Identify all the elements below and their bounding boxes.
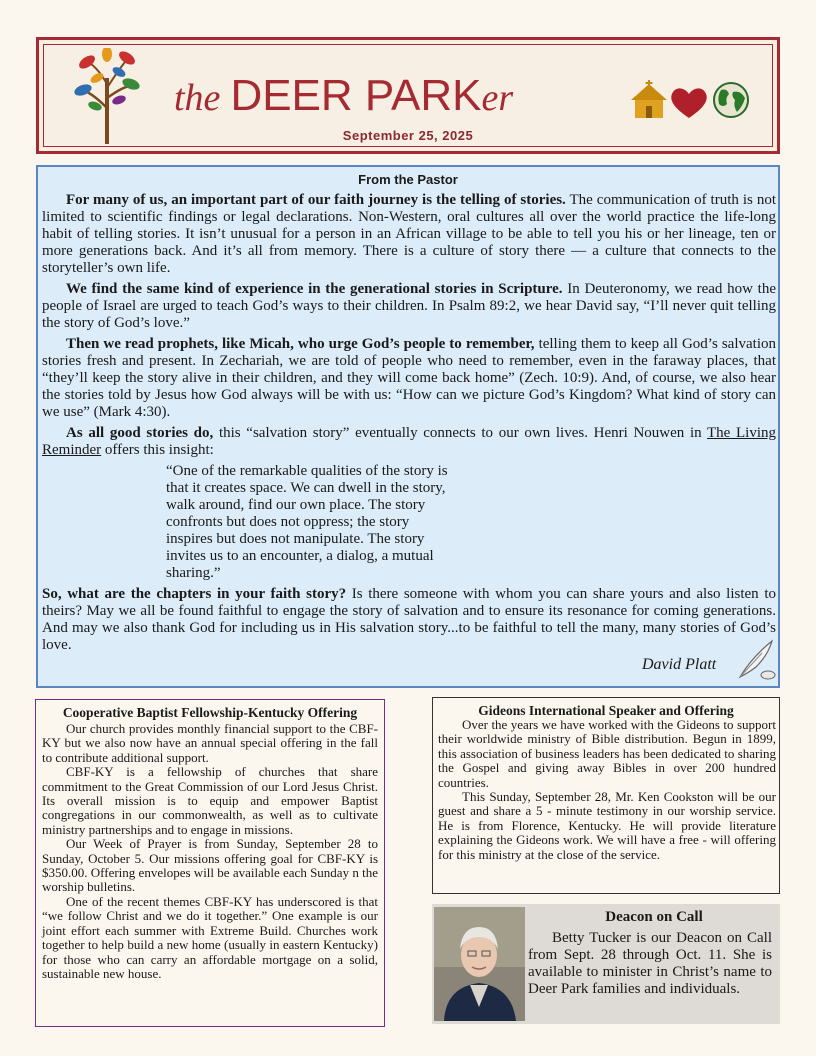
title-prefix: the <box>174 77 221 119</box>
gideons-paragraph: Over the years we have worked with the Gideons to support their worldwide ministry of Bible distribution. Begun in 1899, this association of business leaders has been dedicated to sharing the Gospel and giving away Bibles in over 200 hundred countries. <box>438 717 776 790</box>
gideons-paragraph: This Sunday, September 28, Mr. Ken Cookston will be our guest and share a 5 - minute testimony in our worship service. He is from Florence, Kentucky. He will provide literature explaining the Gideons work. We will have a free - will offering for this ministry at the close of the service. <box>438 789 776 862</box>
pastor-p1-lead: For many of us, an important part of our faith journey is the telling of stories. <box>66 192 566 208</box>
pastor-signature: David Platt <box>642 656 717 673</box>
pastor-p1-text: The communication of truth is not limited to scientific findings or legal declarations. Non-Western, oral cultures all over the world practice the life-long habit of telling stories. It isn’t unusual for a person in an African village to be able to tell you his or her lineage, ten or more generations back. And it’s all from memory. There is a culture of story there — a culture that connects to the storyteller’s own life. <box>42 192 776 276</box>
pastor-p2-text: In Deuteronomy, we read how the people of Israel are urged to teach God’s ways to their children. In Psalm 89:2, we hear David say, “I’ll never quit telling the story of God’s love.” <box>42 281 776 331</box>
nouwen-quote: “One of the remarkable qualities of the story is that it creates space. We can dwell in the story, walk around, find our own place. The story confronts but does not oppress; the story inspires but does not manipulate. The story invites us to an encounter, a dialog, a mutual sharing.” <box>166 463 448 581</box>
globe-icon <box>714 83 748 117</box>
masthead <box>36 37 780 154</box>
pastor-p4-lead: As all good stories do, <box>66 425 214 441</box>
cbf-body <box>42 722 378 981</box>
pastor-p3-lead: Then we read prophets, like Micah, who urge God’s people to remember, <box>66 336 535 352</box>
pastor-article <box>36 165 780 688</box>
title-main: DEER PARK <box>230 71 482 120</box>
pastor-p5-text: Is there someone with whom you can share yours and also listen to theirs? May we all be found faithful to engage the story of salvation and to ensure its resonance for coming generations. And may we also thank God for including us in His salvation story...to be faithful to tell the many, many stories of God’s love. <box>42 586 776 653</box>
title-suffix: er <box>481 77 514 119</box>
deacon-on-call-box <box>432 904 780 1024</box>
gideons-box <box>432 697 780 894</box>
pastor-p5-lead: So, what are the chapters in your faith story? <box>42 586 347 602</box>
cbf-offering-box <box>35 699 385 1027</box>
pastor-p3-text: telling them to keep all God’s salvation stories fresh and present. In Zechariah, we are told of people who need to remember, even in the faraway places, that “they’ll keep the story alive in their children, and they will come back home” (Zech. 10:9). And, of course, we also hear the stories told by Jesus how God always will be with us: “How can we picture God’s Kingdom? What kind of story can we use” (Mark 4:30). <box>42 336 776 420</box>
deacon-paragraph: Betty Tucker is our Deacon on Call from Sept. 28 through Oct. 11. She is available to minister in Christ’s name to Deer Park families and individuals. <box>528 930 772 997</box>
pastor-paragraph-2 <box>42 281 776 332</box>
book-title: The Living Reminder <box>42 425 777 458</box>
pastor-paragraph-3 <box>42 336 776 421</box>
masthead-icons <box>631 80 751 120</box>
pastor-p4-text: this “salvation story” eventually connects to our own lives. Henri Nouwen in <box>213 425 708 441</box>
deacon-photo <box>434 907 525 1021</box>
pastor-paragraph-1 <box>42 192 776 277</box>
cbf-paragraph: Our Week of Prayer is from Sunday, September 28 to Sunday, October 5. Our missions offering goal for CBF-KY is $350.00. Offering envelopes will be available each Sunday n the worship bulletins. <box>42 836 378 895</box>
pastor-heading: From the Pastor <box>358 172 458 187</box>
pastor-p2-lead: We find the same kind of experience in the generational stories in Scripture. <box>66 281 563 297</box>
pastor-p4-end: offers this insight: <box>101 442 214 458</box>
gideons-body <box>438 718 776 862</box>
pastor-paragraph-5 <box>42 586 776 654</box>
cbf-paragraph: One of the recent themes CBF-KY has underscored is that “we follow Christ and we do it together.” One example is our joint effort each summer with Extreme Build. Churches work together to help build a new home (usually in eastern Kentucky) for those who can carry an affordable mortgage on a solid, sustainable new house. <box>42 893 378 981</box>
issue-date: September 25, 2025 <box>342 128 474 143</box>
heart-icon <box>671 88 706 118</box>
quill-icon <box>732 637 778 683</box>
deacon-heading: Deacon on Call <box>605 909 703 925</box>
newsletter-title <box>174 71 514 120</box>
cbf-paragraph: CBF-KY is a fellowship of churches that share commitment to the Great Commission of our Lord Jesus Christ. Its overall mission is to equip and empower Baptist congregations in our commonwealth, as well as to cultivate ministry partnerships and to engage in missions. <box>42 764 378 837</box>
deacon-body <box>528 930 772 998</box>
cbf-paragraph: Our church provides monthly financial support to the CBF-KY but we also now have an annual special offering in the fall to contribute additional support. <box>42 721 378 765</box>
gideons-heading: Gideons International Speaker and Offering <box>478 703 734 718</box>
pastor-paragraph-4 <box>42 425 776 459</box>
cbf-heading: Cooperative Baptist Fellowship-Kentucky Offering <box>62 705 358 720</box>
church-icon <box>631 80 667 118</box>
pastor-body <box>42 192 776 658</box>
